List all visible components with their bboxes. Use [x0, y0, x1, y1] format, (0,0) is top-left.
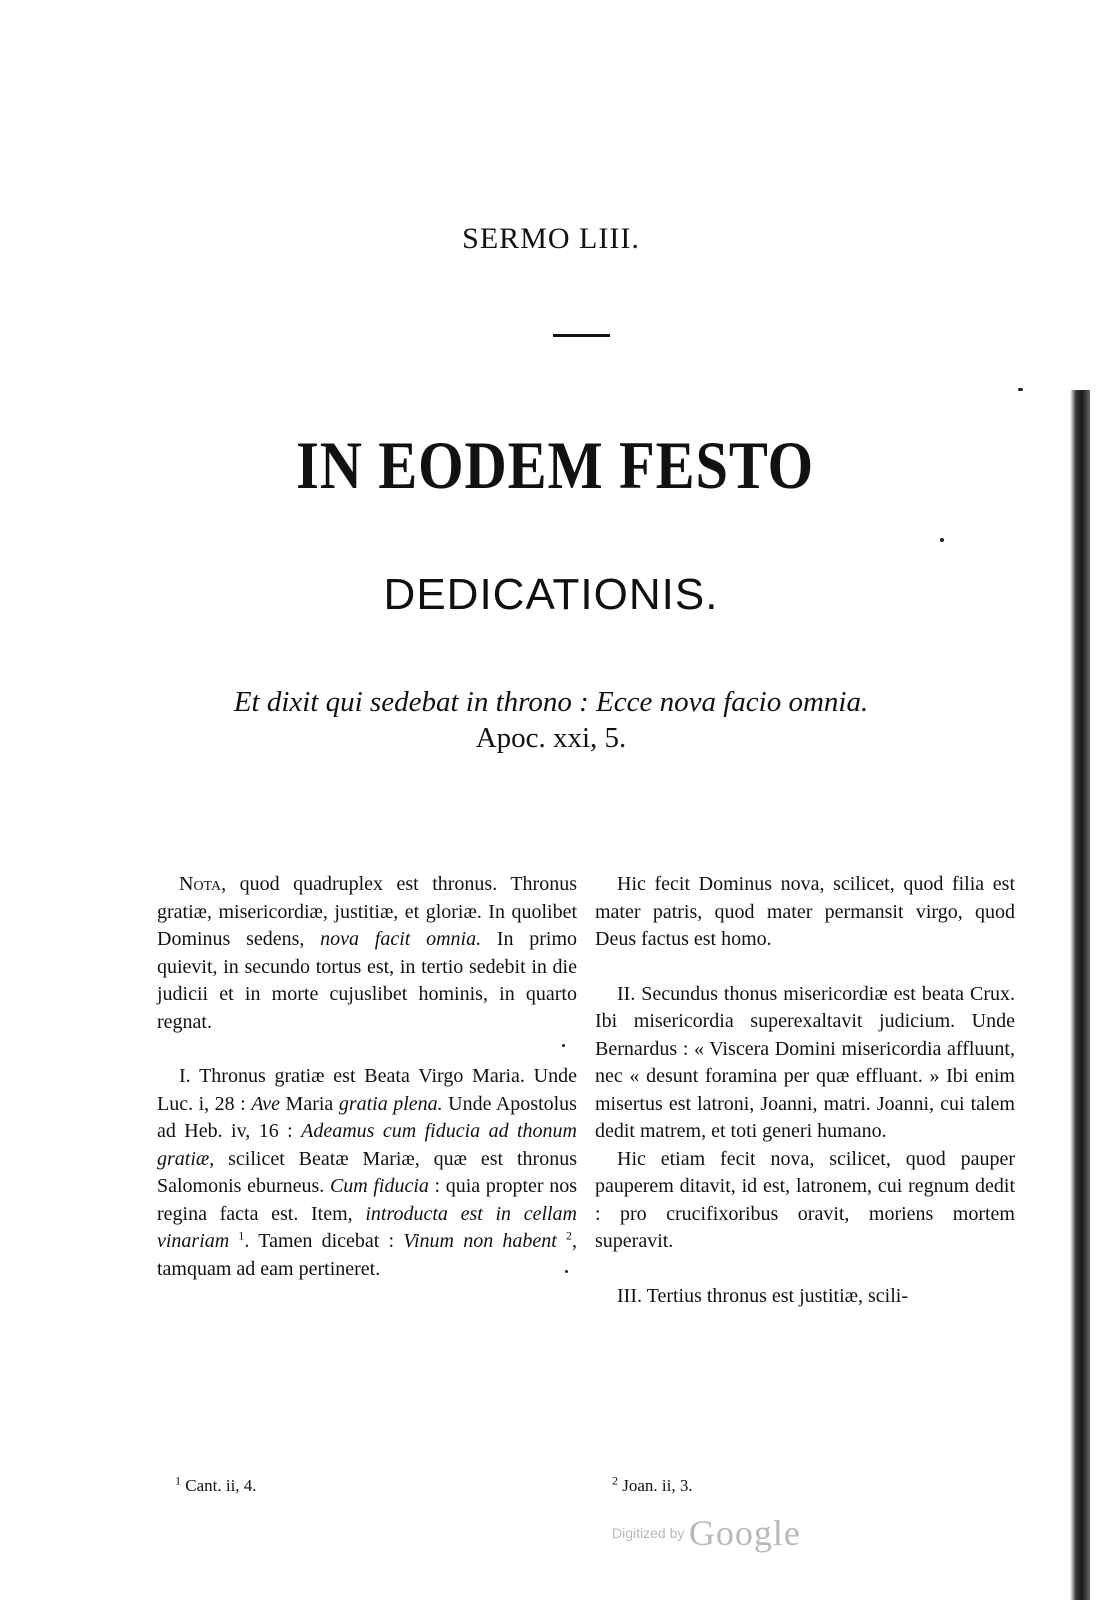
footnote-text: Joan. ii, 3. [618, 1476, 693, 1495]
scan-speck [940, 538, 944, 542]
left-column [157, 871, 577, 1283]
title-rule [553, 334, 610, 337]
text-run: Maria [280, 1092, 339, 1115]
text-run: . Tamen dicebat : [244, 1230, 404, 1252]
scan-speck [1018, 388, 1023, 391]
watermark-prefix: Digitized by [612, 1525, 685, 1541]
footnote-2 [612, 1473, 693, 1496]
digitization-watermark [612, 1512, 801, 1552]
footnote-text: Cant. ii, 4. [181, 1476, 257, 1495]
footnote-ref-2[interactable]: 2 [566, 1228, 573, 1243]
footnote-1 [175, 1473, 257, 1496]
text-run: , tamquam ad eam pertineret. [157, 1230, 578, 1280]
page-subtitle: DEDICATIONIS. [383, 570, 719, 619]
text-run: Unde Apostolus ad Heb. iv, 16 : [157, 1092, 577, 1142]
paragraph-hic-etiam: Hic etiam fecit nova, scilicet, quod pauper pauperem ditavit, id est, latronem, cui regnum dedit : pro crucifixoribus oravit, moriens mortem superavit. [595, 1147, 1015, 1252]
footnote-ref-1[interactable]: 1 [238, 1228, 245, 1243]
google-logo: Google [688, 1513, 801, 1553]
paragraph-misericordiae: II. Secundus thonus misericordiæ est beata Crux. Ibi misericordia superexaltavit judicium. Unde Bernardus : « Viscera Domini misericordia affluunt, nec « desunt foramina per quæ effluant. » Ibi enim misertus est latroni, Joanni, matri. Joanni, cui talem dedit matrem, et toti generi humano. [595, 982, 1015, 1142]
italic-run: introducta est in cellam vinariam [157, 1202, 578, 1252]
text-run: , quod quadruplex est thronus. Thronus gratiæ, misericordiæ, justitiæ, et gloriæ. In quolibet Dominus sedens, [157, 873, 577, 950]
paragraph-hic-fecit: Hic fecit Dominus nova, scilicet, quod filia est mater patris, quod mater permansit virgo, quod Deus factus est homo. [595, 873, 1015, 950]
paragraph-justitiae: III. Tertius thronus est justitiæ, scili- [617, 1284, 908, 1307]
right-column [595, 871, 1015, 1310]
paragraph-nota [157, 871, 577, 1036]
sermon-number: SERMO LIII. [462, 222, 640, 255]
text-run: I. Thronus gratiæ est Beata Virgo Maria. Unde Luc. i, 28 : [157, 1065, 577, 1115]
scan-speck [562, 1044, 565, 1047]
italic-run: Adeamus cum fiducia ad thonum gratiæ, [157, 1120, 577, 1170]
epigraph-verse: Et dixit qui sedebat in throno : Ecce nova facio omnia. [233, 686, 869, 718]
paragraph-thronus-gratiae [157, 1063, 577, 1283]
text-run: In primo quievit, in secundo tortus est, in tertio sedebit in die judicii et in morte cujuslibet hominis, in quarto regnat. [157, 928, 577, 1033]
epigraph-reference: Apoc. xxi, 5. [475, 722, 627, 754]
italic-run: gratia plena. [338, 1092, 443, 1115]
italic-run: Cum fiducia [329, 1175, 429, 1197]
scan-speck [565, 1270, 568, 1273]
italic-run: Vinum non habent [403, 1230, 557, 1252]
text-run: scilicet Beatæ Mariæ, quæ est thronus Salomonis eburneus. [157, 1147, 577, 1197]
nota-word: Nota [179, 873, 222, 895]
text-run: : quia propter nos regina facta est. Item, [157, 1175, 577, 1225]
italic-run: nova facit omnia. [320, 928, 482, 950]
italic-run: Ave [251, 1092, 281, 1115]
footnote-mark: 1 [175, 1473, 181, 1488]
page-title: IN EODEM FESTO [296, 427, 815, 503]
scan-edge-shadow [1070, 390, 1090, 1600]
footnote-mark: 2 [612, 1473, 618, 1488]
